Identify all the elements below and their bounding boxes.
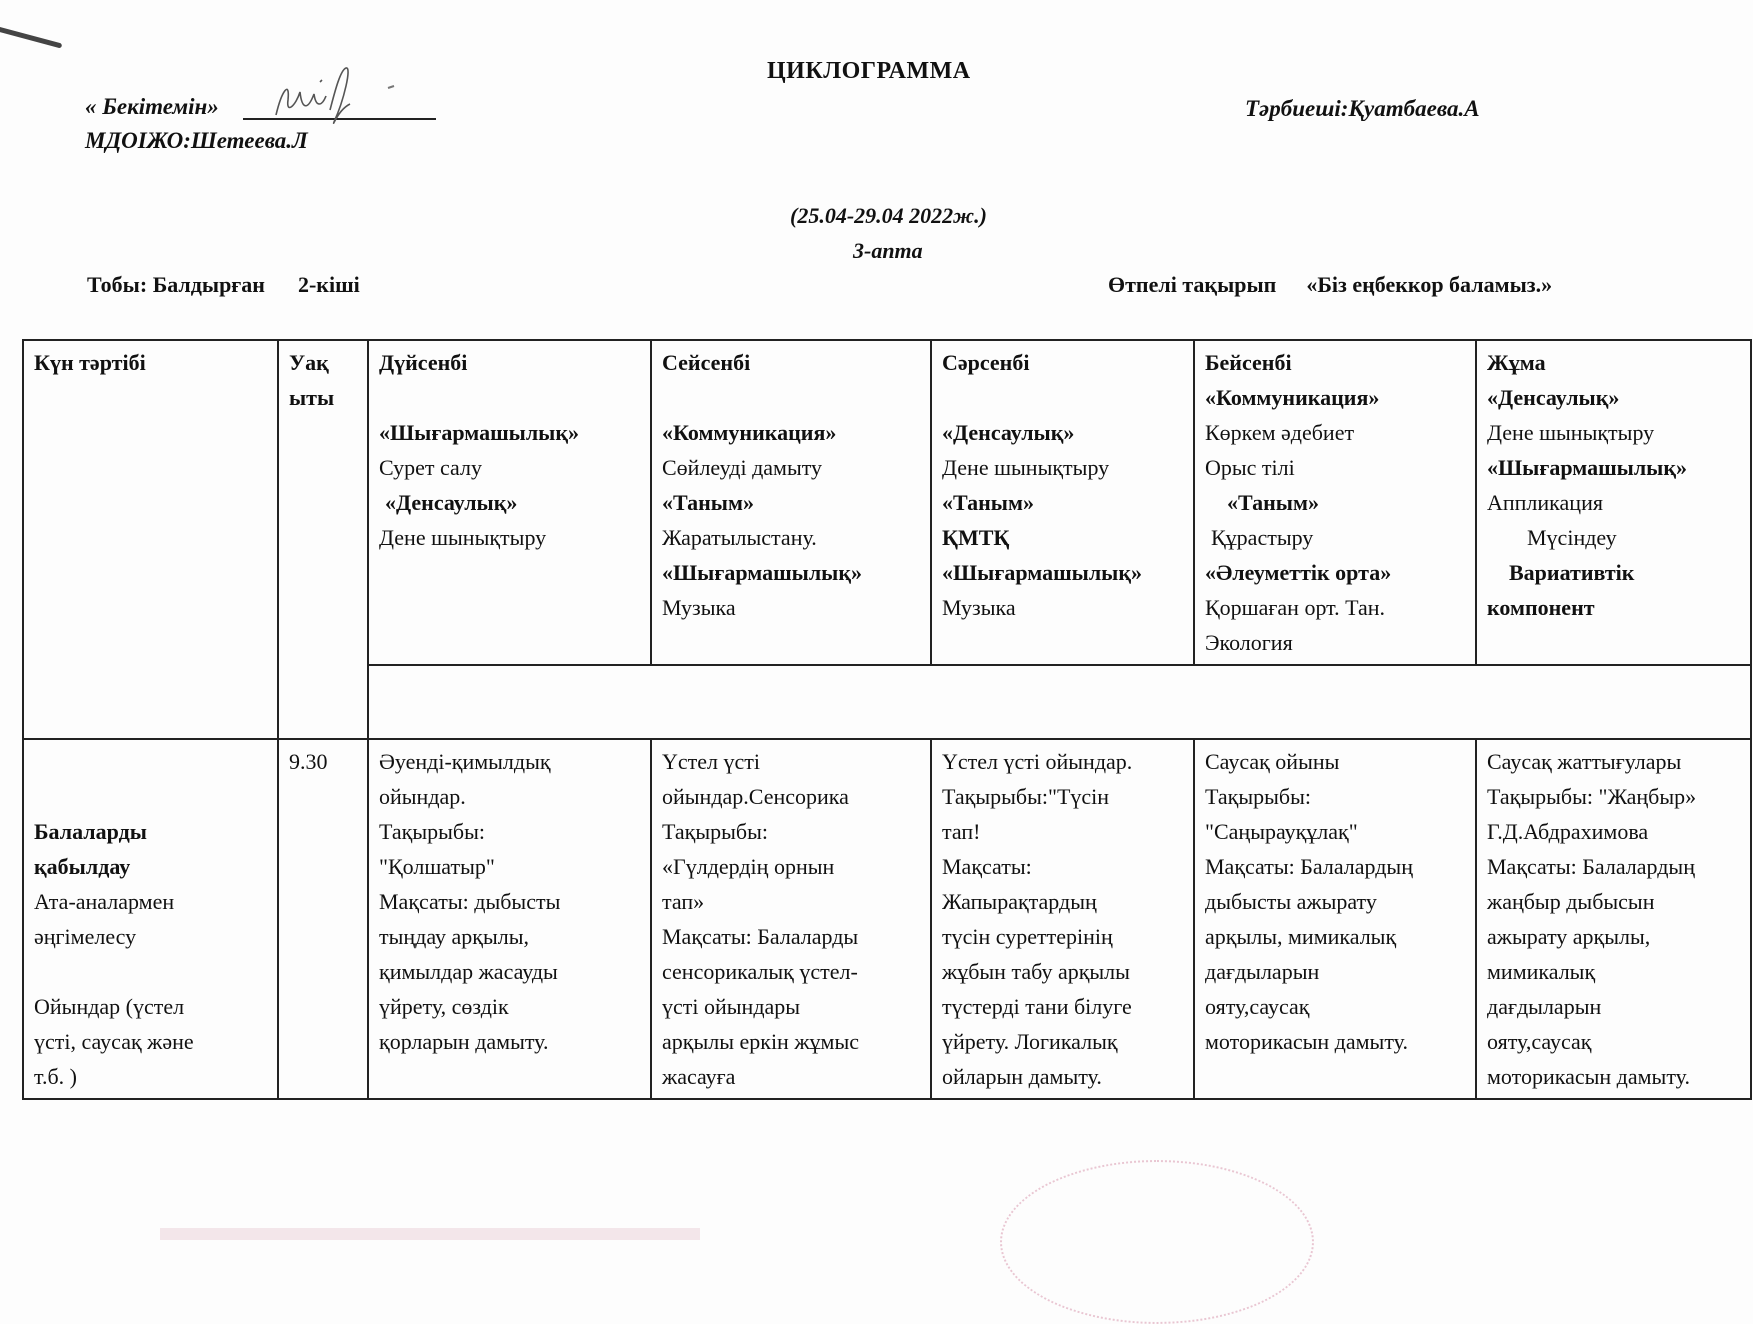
cell-line: Ата-аналармен (34, 889, 175, 914)
cell-line: моторикасын дамыту. (1205, 1029, 1408, 1054)
table-row (23, 739, 1751, 1099)
cell-line: «Денсаулық» (1487, 385, 1620, 410)
cell-line: моторикасын дамыту. (1487, 1064, 1690, 1089)
date-range: (25.04-29.04 2022ж.) (790, 203, 987, 228)
cell-line: ойындар.Сенсорика (662, 784, 849, 809)
cell-line: «Таным» (942, 490, 1034, 515)
cell-line (942, 380, 1183, 415)
cell-line: сенсорикалық үстел- (662, 959, 858, 984)
cell-line: Көркем әдебиет (1205, 420, 1355, 445)
header-row (23, 340, 1751, 665)
cell-line: Тақырыбы:"Түсін (942, 784, 1110, 809)
cell-line: Дене шынықтыру (1487, 420, 1655, 445)
cell-line: Музыка (662, 595, 736, 620)
cell-line: қорларын дамыту. (379, 1029, 549, 1054)
day-name: Дүйсенбі (379, 350, 468, 375)
cell-line (34, 779, 267, 814)
theme-value: «Біз еңбеккор баламыз.» (1306, 272, 1553, 297)
header-time: Уақ ыты (278, 340, 368, 739)
cell-line: жұбын табу арқылы (942, 959, 1130, 984)
week-label: 3-апта (853, 238, 923, 263)
cell-line: Ойындар (үстел (34, 994, 185, 1019)
signature-icon (268, 60, 408, 130)
cell-line: Құрастыру (1211, 525, 1314, 550)
cell-line: үйрету. Логикалық (942, 1029, 1118, 1054)
cell-line: жасауға (662, 1064, 736, 1089)
cell-line: әңгімелесу (34, 924, 137, 949)
group-label: Тобы: Балдырған (87, 272, 265, 297)
cell-line: Тақырыбы: (1205, 784, 1311, 809)
activity-cell (931, 739, 1194, 1099)
group-value: 2-кіші (297, 272, 360, 297)
cell-line: Мақсаты: Балаларды (662, 924, 859, 949)
cell-line: т.б. ) (34, 1064, 77, 1089)
cell-line: Сөйлеуді дамыту (662, 455, 823, 480)
document-title: ЦИКЛОГРАММА (767, 58, 971, 84)
group-info (87, 272, 360, 298)
cell-line: Г.Д.Абдрахимова (1487, 819, 1649, 844)
header-routine: Күн тәртібі (23, 340, 278, 739)
cell-line: Орыс тілі (1205, 455, 1295, 480)
cell-line: Тақырыбы: (662, 819, 768, 844)
cyclogram-table (22, 339, 1752, 1100)
cell-line: «Таным» (662, 490, 754, 515)
cell-line: «Гүлдердің орнын (662, 854, 835, 879)
cell-line: Саусақ ойыны (1205, 749, 1340, 774)
cell-line: Балаларды (34, 819, 147, 844)
cell-line: үйрету, сөздік (379, 994, 509, 1019)
cell-line: Жапырақтардың (942, 889, 1097, 914)
cell-line: «Таным» (1227, 490, 1319, 515)
cell-line: Саусақ жаттығулары (1487, 749, 1682, 774)
cell-line (34, 954, 267, 989)
cell-line: Мүсіндеу (1527, 525, 1617, 550)
cell-line: «Шығармашылық» (379, 420, 580, 445)
cell-line: тап! (942, 819, 981, 844)
day-name: Сейсенбі (662, 350, 751, 375)
cell-line: «Әлеуметтік орта» (1205, 560, 1392, 585)
scan-edge-mark (160, 1228, 700, 1240)
header-day (931, 340, 1194, 665)
cell-line: Қоршаған орт. Тан. (1205, 595, 1386, 620)
cell-line: Үстел үсті ойындар. (942, 749, 1133, 774)
day-name: Бейсенбі (1205, 350, 1292, 375)
cell-line (379, 380, 640, 415)
cell-line: Мақсаты: (942, 854, 1032, 879)
activity-cell (1476, 739, 1751, 1099)
day-name: Жұма (1487, 350, 1546, 375)
cell-line: Әуенді-қимылдық (379, 749, 551, 774)
cell-line: арқылы еркін жұмыс (662, 1029, 860, 1054)
scan-pen-mark (0, 26, 62, 48)
cell-line: «Коммуникация» (1205, 385, 1380, 410)
cell-line: қимылдар жасауды (379, 959, 558, 984)
cell-line: дағдыларын (1205, 959, 1320, 984)
cell-line: Тақырыбы: (379, 819, 485, 844)
cell-line: дағдыларын (1487, 994, 1602, 1019)
cell-line: Мақсаты: дыбысты (379, 889, 561, 914)
cell-line: ойындар. (379, 784, 466, 809)
cell-line: Дене шынықтыру (942, 455, 1110, 480)
cell-line: дыбысты ажырату (1205, 889, 1377, 914)
routine-cell (23, 739, 278, 1099)
cell-line: Үстел үсті (662, 749, 761, 774)
faint-stamp-mark (1000, 1160, 1314, 1324)
cell-line: үсті ойындары (662, 994, 801, 1019)
header-day (651, 340, 931, 665)
header-day (368, 340, 651, 665)
cell-line: тыңдау арқылы, (379, 924, 530, 949)
cell-line: «Коммуникация» (662, 420, 837, 445)
cell-line: түсін суреттерінің (942, 924, 1113, 949)
cell-line: Аппликация (1487, 490, 1603, 515)
cell-line: ажырату арқылы, (1487, 924, 1651, 949)
cell-line: ояту,саусақ (1487, 1029, 1592, 1054)
cell-line: «Денсаулық» (942, 420, 1075, 445)
cell-line (34, 744, 267, 779)
activity-cell (651, 739, 931, 1099)
approve-label: « Бекітемін» (85, 94, 219, 119)
cell-line: Дене шынықтыру (379, 525, 547, 550)
cell-line: Экология (1205, 630, 1293, 655)
activity-cell (1194, 739, 1476, 1099)
cell-line: тап» (662, 889, 705, 914)
cell-line: мимикалық (1487, 959, 1596, 984)
header-day (1476, 340, 1751, 665)
cell-line: Тақырыбы: "Жаңбыр» (1487, 784, 1697, 809)
cell-line: ойларын дамыту. (942, 1064, 1102, 1089)
day-name: Сәрсенбі (942, 350, 1030, 375)
empty-subrow (368, 665, 1751, 739)
cell-line: қабылдау (34, 854, 131, 879)
cell-line: Вариативтік (1509, 560, 1635, 585)
cell-line: "Қолшатыр" (379, 854, 495, 879)
cell-line: Мақсаты: Балалардың (1205, 854, 1413, 879)
activity-cell (368, 739, 651, 1099)
cell-line: арқылы, мимикалық (1205, 924, 1397, 949)
cell-line: Музыка (942, 595, 1016, 620)
cell-line: ҚМТҚ (942, 525, 1010, 550)
cell-line: жаңбыр дыбысын (1487, 889, 1655, 914)
head-name: МДОІЖО:Шетеева.Л (85, 128, 308, 153)
cell-line: үсті, саусақ және (34, 1029, 194, 1054)
time-cell: 9.30 (278, 739, 368, 1099)
cell-line: «Шығармашылық» (662, 560, 863, 585)
theme-label: Өтпелі тақырып (1108, 272, 1277, 297)
cell-line (662, 380, 920, 415)
cell-line: "Саңырауқұлақ" (1205, 819, 1358, 844)
cell-line: түстерді тани білуге (942, 994, 1132, 1019)
cell-line: «Шығармашылық» (942, 560, 1143, 585)
cell-line: «Денсаулық» (385, 490, 518, 515)
cell-line: Сурет салу (379, 455, 482, 480)
cell-line: «Шығармашылық» (1487, 455, 1688, 480)
theme-info (1108, 272, 1552, 298)
cell-line: компонент (1487, 595, 1595, 620)
teacher-name: Тәрбиеші:Қуатбаева.А (1245, 96, 1480, 121)
cell-line: Мақсаты: Балалардың (1487, 854, 1695, 879)
cell-line: ояту,саусақ (1205, 994, 1310, 1019)
header-day (1194, 340, 1476, 665)
cell-line: Жаратылыстану. (662, 525, 817, 550)
